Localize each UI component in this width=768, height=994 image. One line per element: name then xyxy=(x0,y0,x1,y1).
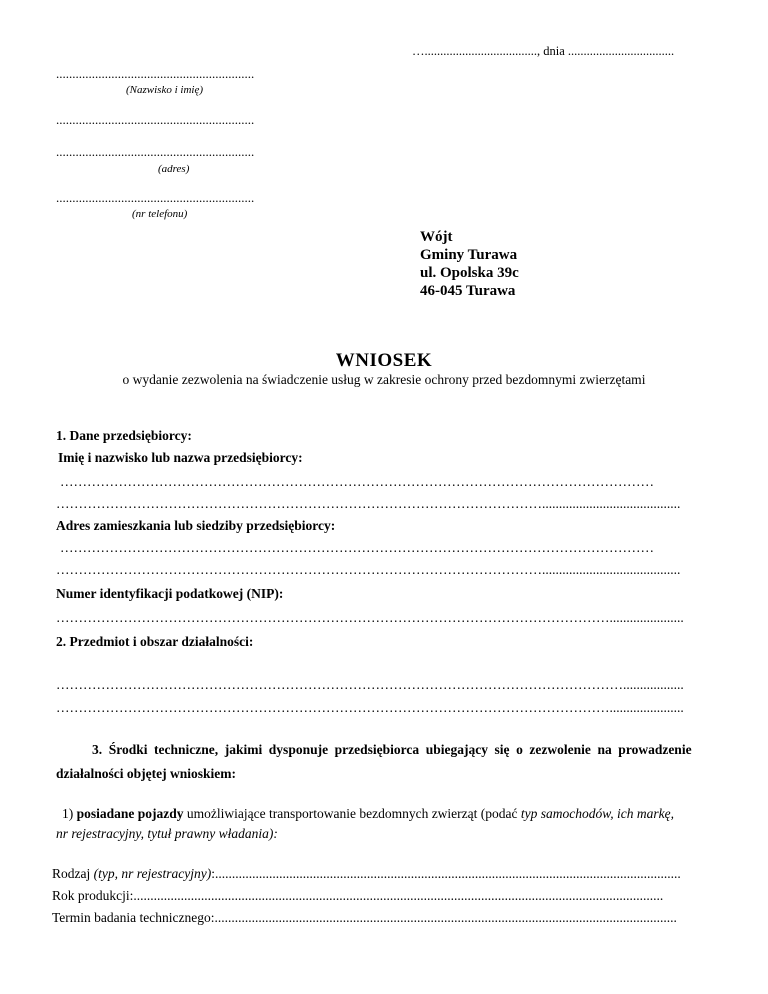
applicant-address-line-2[interactable]: ............................................................. xyxy=(56,144,255,159)
applicant-name-caption: (Nazwisko i imię) xyxy=(126,84,203,96)
applicant-address-line-1[interactable]: ............................................................. xyxy=(56,112,255,127)
vehicle-type-label: Rodzaj xyxy=(52,866,94,881)
business-name-label: Imię i nazwisko lub nazwa przedsiębiorcy: xyxy=(58,450,303,465)
nip-label: Numer identyfikacji podatkowej (NIP): xyxy=(56,586,284,601)
vehicle-inspection-field[interactable]: :......................................................................................................................................... xyxy=(210,910,677,925)
activity-field-1[interactable]: ……………………………………………………………………………………………………………….................. xyxy=(56,677,684,692)
vehicle-type-label-italic: (typ, nr rejestracyjny) xyxy=(93,866,212,881)
applicant-address-caption: (adres) xyxy=(158,163,190,175)
vehicles-item-italic: typ samochodów, ich markę, xyxy=(520,806,674,821)
business-address-field-2[interactable]: ………………………………………………………………………………………………......................................... xyxy=(56,562,681,577)
recipient-line-2: Gminy Turawa xyxy=(420,247,518,263)
vehicles-item-bold: posiadane pojazdy xyxy=(76,806,184,821)
applicant-phone-caption: (nr telefonu) xyxy=(132,208,188,220)
document-subtitle: o wydanie zezwolenia na świadczenie usług w zakresie ochrony przed bezdomnymi zwierzętami xyxy=(122,372,646,387)
vehicle-year-row xyxy=(52,888,716,904)
section-3-heading-line-2: działalności objętej wnioskiem: xyxy=(56,766,236,781)
applicant-name-line[interactable]: ............................................................. xyxy=(56,66,255,81)
recipient-line-4: 46-045 Turawa xyxy=(420,283,516,299)
section-2-heading: 2. Przedmiot i obszar działalności: xyxy=(56,634,254,649)
section-3-heading-line-1: 3. Środki techniczne, jakimi dysponuje przedsiębiorca ubiegający się o zezwolenie na prowadzenie xyxy=(92,742,692,757)
business-address-label: Adres zamieszkania lub siedziby przedsiębiorcy: xyxy=(56,518,336,533)
business-name-field-1[interactable]: …………………………………………………………………………………………………………………… xyxy=(60,474,654,489)
vehicle-year-field[interactable]: :............................................................................................................................................................. xyxy=(129,888,664,903)
vehicles-item-line-2: nr rejestracyjny, tytuł prawny władania): xyxy=(56,826,278,841)
activity-field-2[interactable]: ……………………………………………………………………………………………………………...................... xyxy=(56,700,684,715)
business-name-field-2[interactable]: ………………………………………………………………………………………………......................................... xyxy=(56,496,681,511)
business-address-field-1[interactable]: …………………………………………………………………………………………………………………… xyxy=(60,540,654,555)
vehicles-item-line-1 xyxy=(62,806,674,822)
vehicles-item-text: umożliwiające transportowanie bezdomnych zwierząt (podać xyxy=(183,806,521,821)
section-1-heading: 1. Dane przedsiębiorcy: xyxy=(56,428,192,443)
vehicle-year-label: Rok produkcji xyxy=(52,888,130,903)
recipient-line-1: Wójt xyxy=(420,229,453,245)
vehicle-inspection-row xyxy=(52,910,716,926)
vehicle-inspection-label: Termin badania technicznego xyxy=(52,910,211,925)
date-line[interactable]: …...................................., dnia .................................. xyxy=(412,44,675,58)
nip-field[interactable]: ……………………………………………………………………………………………………………...................... xyxy=(56,610,684,625)
vehicles-item-number: 1) xyxy=(62,806,77,821)
recipient-address xyxy=(420,228,519,300)
recipient-line-3: ul. Opolska 39c xyxy=(420,265,519,281)
vehicle-type-field[interactable]: :.......................................................................................................................................... xyxy=(211,866,681,881)
document-title: WNIOSEK xyxy=(335,350,433,371)
applicant-phone-line[interactable]: ............................................................. xyxy=(56,190,255,205)
vehicle-type-row xyxy=(52,866,716,882)
